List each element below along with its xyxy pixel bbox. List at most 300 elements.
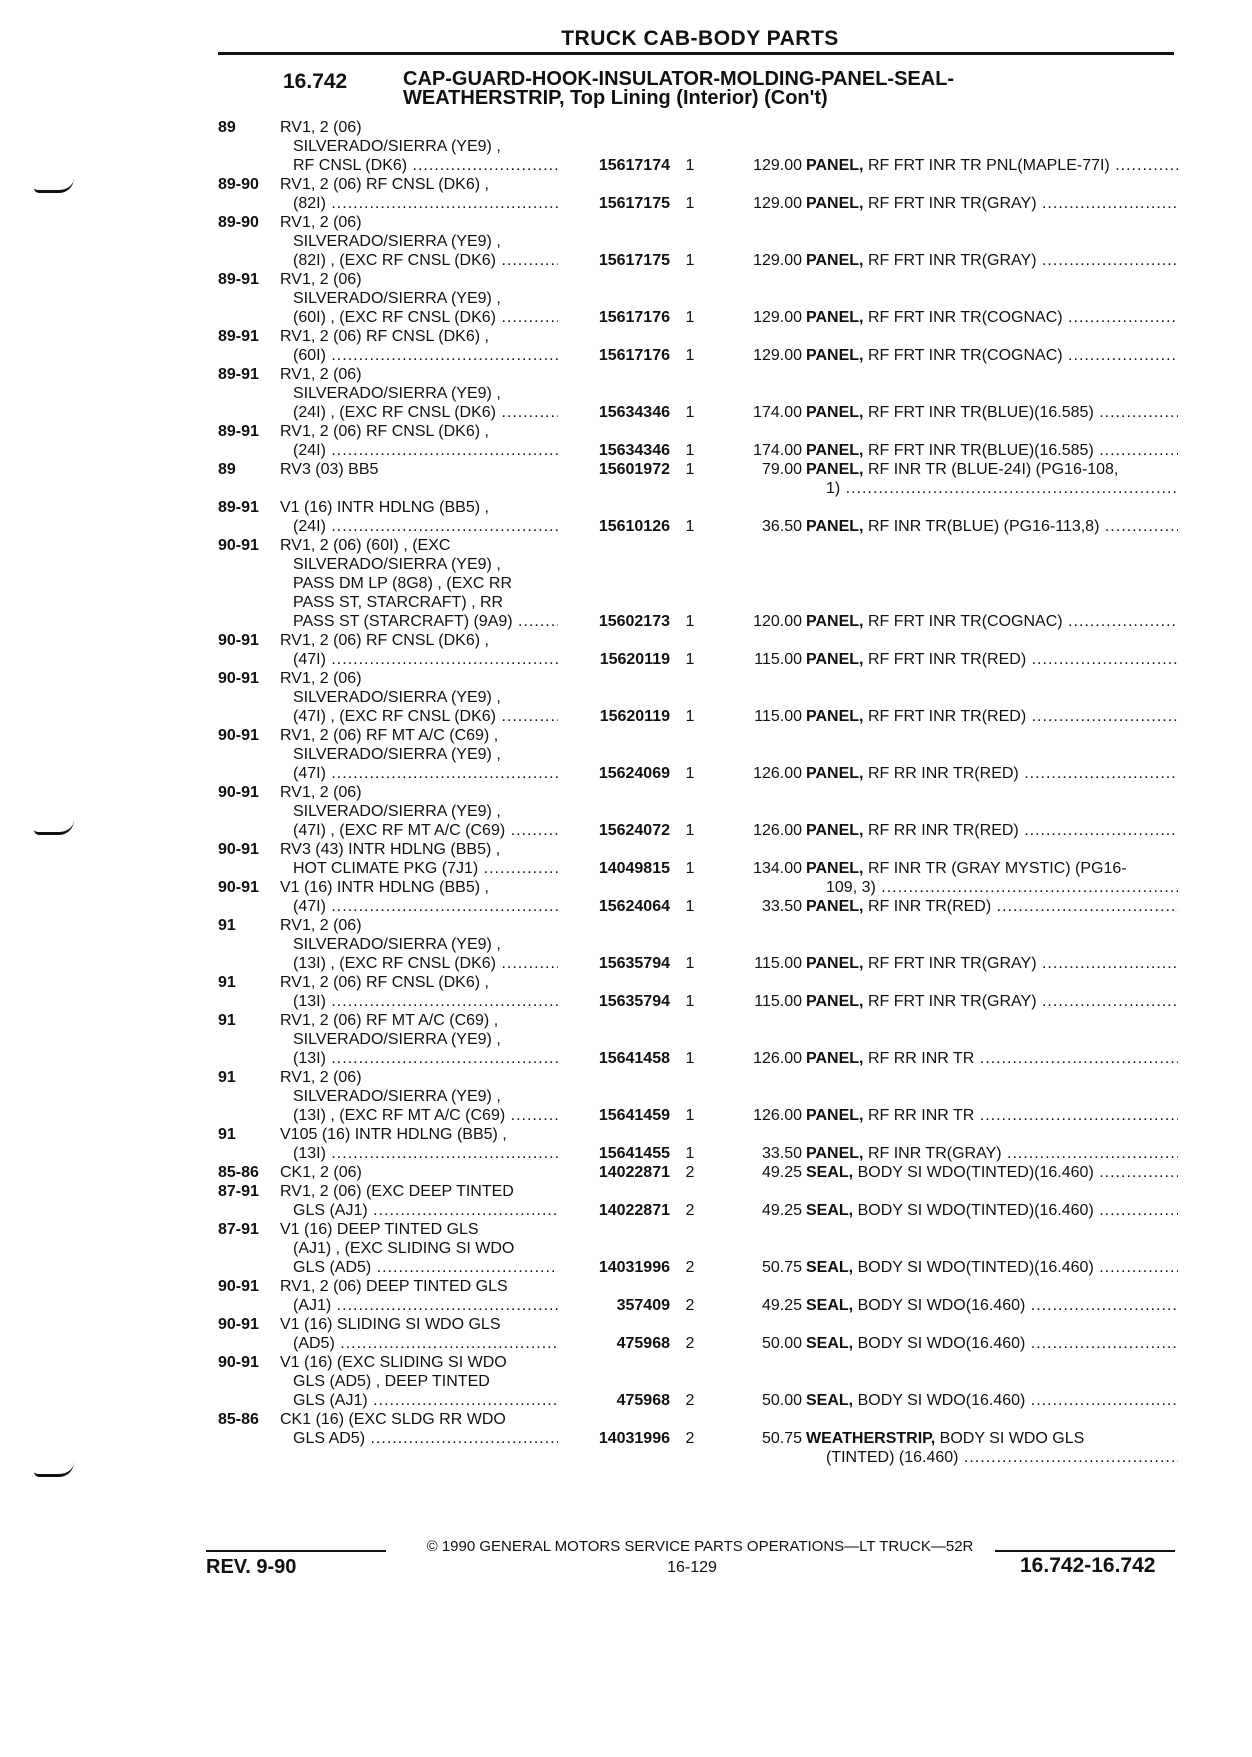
model-years: 89-91 [218,423,259,440]
price: 50.00 [761,1392,802,1409]
quantity: 1 [685,518,695,535]
parts-row [218,327,1178,365]
model-years: 90-91 [218,537,259,554]
punch-hole-mark [34,1462,74,1477]
parts-row [218,916,1178,973]
application-description [280,327,580,365]
revision-label: REV. 9-90 [206,1556,297,1578]
part-name-text: RF FRT INR TR(COGNAC) [867,347,1063,364]
description-line: RV1, 2 (06) (EXC DEEP TINTED [280,1183,514,1200]
part-name [806,1201,1178,1220]
punch-hole-mark [34,178,74,193]
part-name-text: RF FRT INR TR(BLUE)(16.585) [867,404,1094,421]
part-number: 15624069 [558,764,670,783]
description-line: CK1, 2 (06) [280,1164,362,1181]
part-type: SEAL, [806,1202,854,1219]
part-name [806,251,1178,270]
parts-row [218,1182,1178,1220]
description-line: V1 (16) DEEP TINTED GLS [280,1221,479,1238]
price: 120.00 [753,613,802,630]
part-number: 15641455 [558,1144,670,1163]
parts-row [218,973,1178,1011]
section-number: 16.742 [283,70,348,93]
parts-row [218,365,1178,422]
part-name-text: BODY SI WDO(16.460) [857,1297,1026,1314]
description-line: (47I) ..... [280,764,629,783]
description-line: V1 (16) SLIDING SI WDO GLS [280,1316,501,1333]
part-name-text: RF FRT INR TR(BLUE)(16.585) [867,442,1094,459]
description-line: (24I) ..... [280,517,629,536]
application-description [280,878,580,916]
section-title-line-1: CAP-GUARD-HOOK-INSULATOR-MOLDING-PANEL-SEAL- [403,68,955,90]
part-type: PANEL, [806,1107,864,1124]
description-line: SILVERADO/SIERRA (YE9) , [293,746,501,763]
quantity: 1 [685,955,695,972]
part-number: 14031996 [558,1258,670,1277]
description-line: (82I) , (EXC RF CNSL (DK6) ..... [280,251,629,270]
model-years: 90-91 [218,727,259,744]
description-line: GLS (AD5) , DEEP TINTED [293,1373,490,1390]
parts-row [218,1220,1178,1277]
description-line: PASS ST, STARCRAFT) , RR [293,594,504,611]
description-line: SILVERADO/SIERRA (YE9) , [293,689,501,706]
part-number: 14049815 [558,859,670,878]
description-line: SILVERADO/SIERRA (YE9) , [293,556,501,573]
description-line: GLS (AJ1) ..... [280,1201,629,1220]
part-name [806,1391,1178,1410]
price: 115.00 [754,708,802,725]
model-years: 91 [218,974,236,991]
part-name-text: RF FRT INR TR(COGNAC) [867,613,1063,630]
description-line: (AJ1) ..... [280,1296,629,1315]
part-number: 15635794 [558,992,670,1011]
part-name [806,308,1178,327]
description-line: GLS AD5) ..... [280,1429,629,1448]
part-number: 14022871 [558,1163,670,1182]
part-number: 15602173 [558,612,670,631]
description-line: RV1, 2 (06) RF CNSL (DK6) , [280,176,489,193]
description-line: HOT CLIMATE PKG (7J1) ..... [280,859,629,878]
part-name-line [806,251,1178,270]
part-name-line [806,821,1178,840]
part-name-line [806,954,1178,973]
description-line: (24I) , (EXC RF CNSL (DK6) ..... [280,403,629,422]
price: 129.00 [753,347,802,364]
part-name-text: RF FRT INR TR(RED) [867,708,1027,725]
description-line: RV1, 2 (06) (60I) , (EXC [280,537,451,554]
description-line: PASS DM LP (8G8) , (EXC RR [293,575,513,592]
description-line: RV1, 2 (06) DEEP TINTED GLS [280,1278,508,1295]
part-name [806,707,1178,726]
price: 49.25 [761,1164,802,1181]
part-name [806,346,1178,365]
description-line: SILVERADO/SIERRA (YE9) , [293,936,501,953]
description-line: RV1, 2 (06) [280,1069,362,1086]
part-name-line [806,764,1178,783]
part-name-text: RF FRT INR TR(GRAY) [867,955,1037,972]
parts-row [218,270,1178,327]
quantity: 2 [685,1392,695,1409]
application-description [280,498,580,536]
description-line: RV1, 2 (06) [280,271,362,288]
part-number: 15624064 [558,897,670,916]
description-line: CK1 (16) (EXC SLDG RR WDO [280,1411,506,1428]
application-description [280,1410,580,1448]
part-type: PANEL, [806,993,864,1010]
model-years: 91 [218,1126,236,1143]
parts-row [218,783,1178,840]
parts-row [218,669,1178,726]
part-number: 15610126 [558,517,670,536]
part-name-line [806,1049,1178,1068]
part-number: 15617174 [558,156,670,175]
model-years: 85-86 [218,1164,259,1181]
quantity: 1 [685,1050,695,1067]
model-years: 89-91 [218,328,259,345]
part-type: SEAL, [806,1297,854,1314]
description-line: RV1, 2 (06) [280,119,362,136]
part-name-line [806,707,1178,726]
price: 50.75 [761,1430,802,1447]
price: 50.00 [761,1335,802,1352]
model-years: 91 [218,1012,236,1029]
part-name-line [806,1201,1178,1220]
quantity: 1 [685,404,695,421]
description-line: RV3 (03) BB5 [280,461,379,478]
model-years: 87-91 [218,1183,259,1200]
part-type: PANEL, [806,404,864,421]
parts-row [218,878,1178,916]
parts-list [218,118,1178,1466]
parts-row [218,1353,1178,1410]
part-type: PANEL, [806,442,864,459]
parts-row [218,1315,1178,1353]
parts-row [218,726,1178,783]
description-line: (47I) , (EXC RF CNSL (DK6) ..... [280,707,629,726]
description-line: (13I) , (EXC RF CNSL (DK6) ..... [280,954,629,973]
description-line: (13I) , (EXC RF MT A/C (C69) ..... [280,1106,629,1125]
model-years: 90-91 [218,1278,259,1295]
part-name [806,1144,1178,1163]
description-line: RV3 (43) INTR HDLNG (BB5) , [280,841,501,858]
price: 126.00 [753,765,802,782]
part-name [806,650,1178,669]
part-name-text: RF RR INR TR(RED) [867,822,1019,839]
model-years: 89-90 [218,214,259,231]
price: 50.75 [761,1259,802,1276]
part-number: 475968 [558,1334,670,1353]
price: 129.00 [753,157,802,174]
quantity: 1 [685,708,695,725]
application-description [280,1182,580,1220]
model-years: 91 [218,917,236,934]
part-name [806,1258,1178,1277]
application-description [280,726,580,783]
application-description [280,840,580,878]
parts-row [218,1125,1178,1163]
model-years: 90-91 [218,670,259,687]
part-number: 15617176 [558,346,670,365]
part-name-line [806,194,1178,213]
application-description [280,270,580,327]
parts-row [218,631,1178,669]
description-line: RV1, 2 (06) [280,214,362,231]
model-years: 89-91 [218,499,259,516]
parts-row [218,118,1178,175]
description-line: (AD5) ..... [280,1334,629,1353]
part-type: PANEL, [806,860,864,877]
part-number: 15635794 [558,954,670,973]
description-line: SILVERADO/SIERRA (YE9) , [293,1088,501,1105]
part-number: 14022871 [558,1201,670,1220]
part-name-line [806,1106,1178,1125]
quantity: 2 [685,1430,695,1447]
model-years: 89-90 [218,176,259,193]
part-number: 14031996 [558,1429,670,1448]
description-line: SILVERADO/SIERRA (YE9) , [293,385,501,402]
price: 129.00 [753,195,802,212]
part-number: 15617176 [558,308,670,327]
part-type: PANEL, [806,651,864,668]
parts-row [218,175,1178,213]
part-name-line [806,441,1178,460]
part-name [806,992,1178,1011]
part-name-text: 109, 3) [826,879,876,896]
description-line: SILVERADO/SIERRA (YE9) , [293,1031,501,1048]
application-description [280,631,580,669]
part-name [806,1106,1178,1125]
application-description [280,175,580,213]
part-name [806,441,1178,460]
description-line: SILVERADO/SIERRA (YE9) , [293,138,501,155]
part-type: PANEL, [806,347,864,364]
quantity: 1 [685,195,695,212]
quantity: 1 [685,1107,695,1124]
description-line: (47I) , (EXC RF MT A/C (C69) ..... [280,821,629,840]
parts-row [218,536,1178,631]
price: 126.00 [753,1050,802,1067]
price: 49.25 [761,1202,802,1219]
part-type: SEAL, [806,1259,854,1276]
description-line: (60I) , (EXC RF CNSL (DK6) ..... [280,308,629,327]
parts-row [218,422,1178,460]
application-description [280,213,580,270]
part-name [806,403,1178,422]
description-line: (82I) ..... [280,194,629,213]
part-name-line [806,1144,1178,1163]
part-name [806,517,1178,536]
part-number: 15634346 [558,403,670,422]
part-name-text: RF FRT INR TR(GRAY) [867,195,1037,212]
part-number: 15617175 [558,251,670,270]
quantity: 1 [685,252,695,269]
price: 33.50 [761,898,802,915]
quantity: 1 [685,613,695,630]
part-name-line [806,1296,1178,1315]
part-name [806,1296,1178,1315]
part-name-line [806,992,1178,1011]
part-name-line [806,1448,1178,1467]
part-name-text: RF RR INR TR [867,1107,975,1124]
application-description [280,536,580,631]
price: 36.50 [761,518,802,535]
description-line: GLS (AJ1) ..... [280,1391,629,1410]
part-type: PANEL, [806,157,864,174]
copyright-text: © 1990 GENERAL MOTORS SERVICE PARTS OPERATIONS—LT TRUCK—52R [421,1538,980,1555]
part-type: PANEL, [806,613,864,630]
model-years: 89-91 [218,271,259,288]
quantity: 1 [685,309,695,326]
description-line: (60I) ..... [280,346,629,365]
description-line: RV1, 2 (06) [280,670,362,687]
quantity: 2 [685,1202,695,1219]
part-type: SEAL, [806,1335,854,1352]
part-name-line [806,897,1178,916]
part-name-text: RF RR INR TR(RED) [867,765,1019,782]
part-name [806,954,1178,973]
part-name-line [806,1391,1178,1410]
part-name-line [806,1334,1178,1353]
section-range: 16.742-16.742 [1020,1554,1156,1577]
application-description [280,1163,580,1182]
description-line: (AJ1) , (EXC SLIDING SI WDO [293,1240,515,1257]
price: 126.00 [753,822,802,839]
model-years: 89 [218,119,236,136]
part-name [806,1049,1178,1068]
part-name-text: RF INR TR(BLUE) (PG16-113,8) [867,518,1100,535]
part-name-line [806,859,1178,878]
application-description [280,1125,580,1163]
footer-copyright [0,1538,1252,1555]
part-name-line [806,517,1178,536]
price: 115.00 [754,651,802,668]
header-rule [218,52,1174,55]
parts-row [218,460,1178,498]
part-name [806,612,1178,631]
quantity: 1 [685,860,695,877]
part-name [806,897,1178,916]
part-name-line [806,346,1178,365]
parts-row [218,1068,1178,1125]
description-line: (13I) ..... [280,992,629,1011]
model-years: 90-91 [218,784,259,801]
parts-row [218,1277,1178,1315]
parts-row [218,1163,1178,1182]
part-name-text: BODY SI WDO(TINTED)(16.460) [857,1202,1094,1219]
parts-row [218,213,1178,270]
part-name-text: RF FRT INR TR(GRAY) [867,252,1037,269]
quantity: 1 [685,157,695,174]
part-number: 15641459 [558,1106,670,1125]
section-title [403,70,1163,108]
description-line: (47I) ..... [280,897,629,916]
price: 129.00 [753,309,802,326]
quantity: 1 [685,822,695,839]
part-type: SEAL, [806,1392,854,1409]
part-number: 15617175 [558,194,670,213]
application-description [280,1220,580,1277]
price: 134.00 [753,860,802,877]
application-description [280,1277,580,1315]
application-description [280,460,580,498]
part-name-text: BODY SI WDO(16.460) [857,1335,1026,1352]
price: 115.00 [754,993,802,1010]
application-description [280,916,580,973]
part-name-line [806,612,1178,631]
part-name [806,764,1178,783]
quantity: 2 [685,1335,695,1352]
part-name-text: RF RR INR TR [867,1050,975,1067]
application-description [280,422,580,460]
description-line: (13I) ..... [280,1049,629,1068]
section-title-line-2: WEATHERSTRIP, Top Lining (Interior) (Con't) [403,87,828,109]
price: 174.00 [753,404,802,421]
price: 79.00 [761,461,802,478]
part-type: SEAL, [806,1164,854,1181]
description-line: V1 (16) (EXC SLIDING SI WDO [280,1354,507,1371]
description-line: PASS ST (STARCRAFT) (9A9) ..... [280,612,629,631]
description-line: RV1, 2 (06) [280,366,362,383]
description-line: RF CNSL (DK6) ..... [280,156,629,175]
part-name [806,460,1178,498]
description-line: V1 (16) INTR HDLNG (BB5) , [280,879,489,896]
quantity: 1 [685,347,695,364]
model-years: 90-91 [218,1354,259,1371]
part-name [806,194,1178,213]
part-name [806,156,1178,175]
description-line: RV1, 2 (06) [280,917,362,934]
part-name-line [806,1163,1178,1182]
quantity: 1 [685,898,695,915]
part-name [806,1429,1178,1467]
part-name-text: BODY SI WDO GLS [939,1430,1085,1447]
quantity: 1 [685,461,695,478]
part-name-text: RF INR TR(RED) [867,898,992,915]
part-name-line [806,460,1178,479]
application-description [280,1315,580,1353]
application-description [280,1011,580,1068]
model-years: 90-91 [218,841,259,858]
part-number: 475968 [558,1391,670,1410]
part-type: PANEL, [806,195,864,212]
price: 126.00 [753,1107,802,1124]
part-type: PANEL, [806,252,864,269]
part-name-text: RF INR TR (BLUE-24I) (PG16-108, [867,461,1119,478]
quantity: 2 [685,1297,695,1314]
parts-row [218,498,1178,536]
price: 174.00 [753,442,802,459]
model-years: 91 [218,1069,236,1086]
price: 33.50 [761,1145,802,1162]
page-number: 16-129 [667,1559,717,1576]
part-number: 15624072 [558,821,670,840]
part-type: PANEL, [806,708,864,725]
part-number: 357409 [558,1296,670,1315]
part-type: PANEL, [806,765,864,782]
part-type: PANEL, [806,955,864,972]
application-description [280,1353,580,1410]
part-type: PANEL, [806,518,864,535]
part-name-text: BODY SI WDO(TINTED)(16.460) [857,1164,1094,1181]
part-name-line [806,1258,1178,1277]
application-description [280,669,580,726]
description-line: SILVERADO/SIERRA (YE9) , [293,233,501,250]
application-description [280,783,580,840]
description-line: RV1, 2 (06) RF MT A/C (C69) , [280,1012,499,1029]
description-line: RV1, 2 (06) RF CNSL (DK6) , [280,328,489,345]
part-type: PANEL, [806,898,864,915]
quantity: 1 [685,1145,695,1162]
